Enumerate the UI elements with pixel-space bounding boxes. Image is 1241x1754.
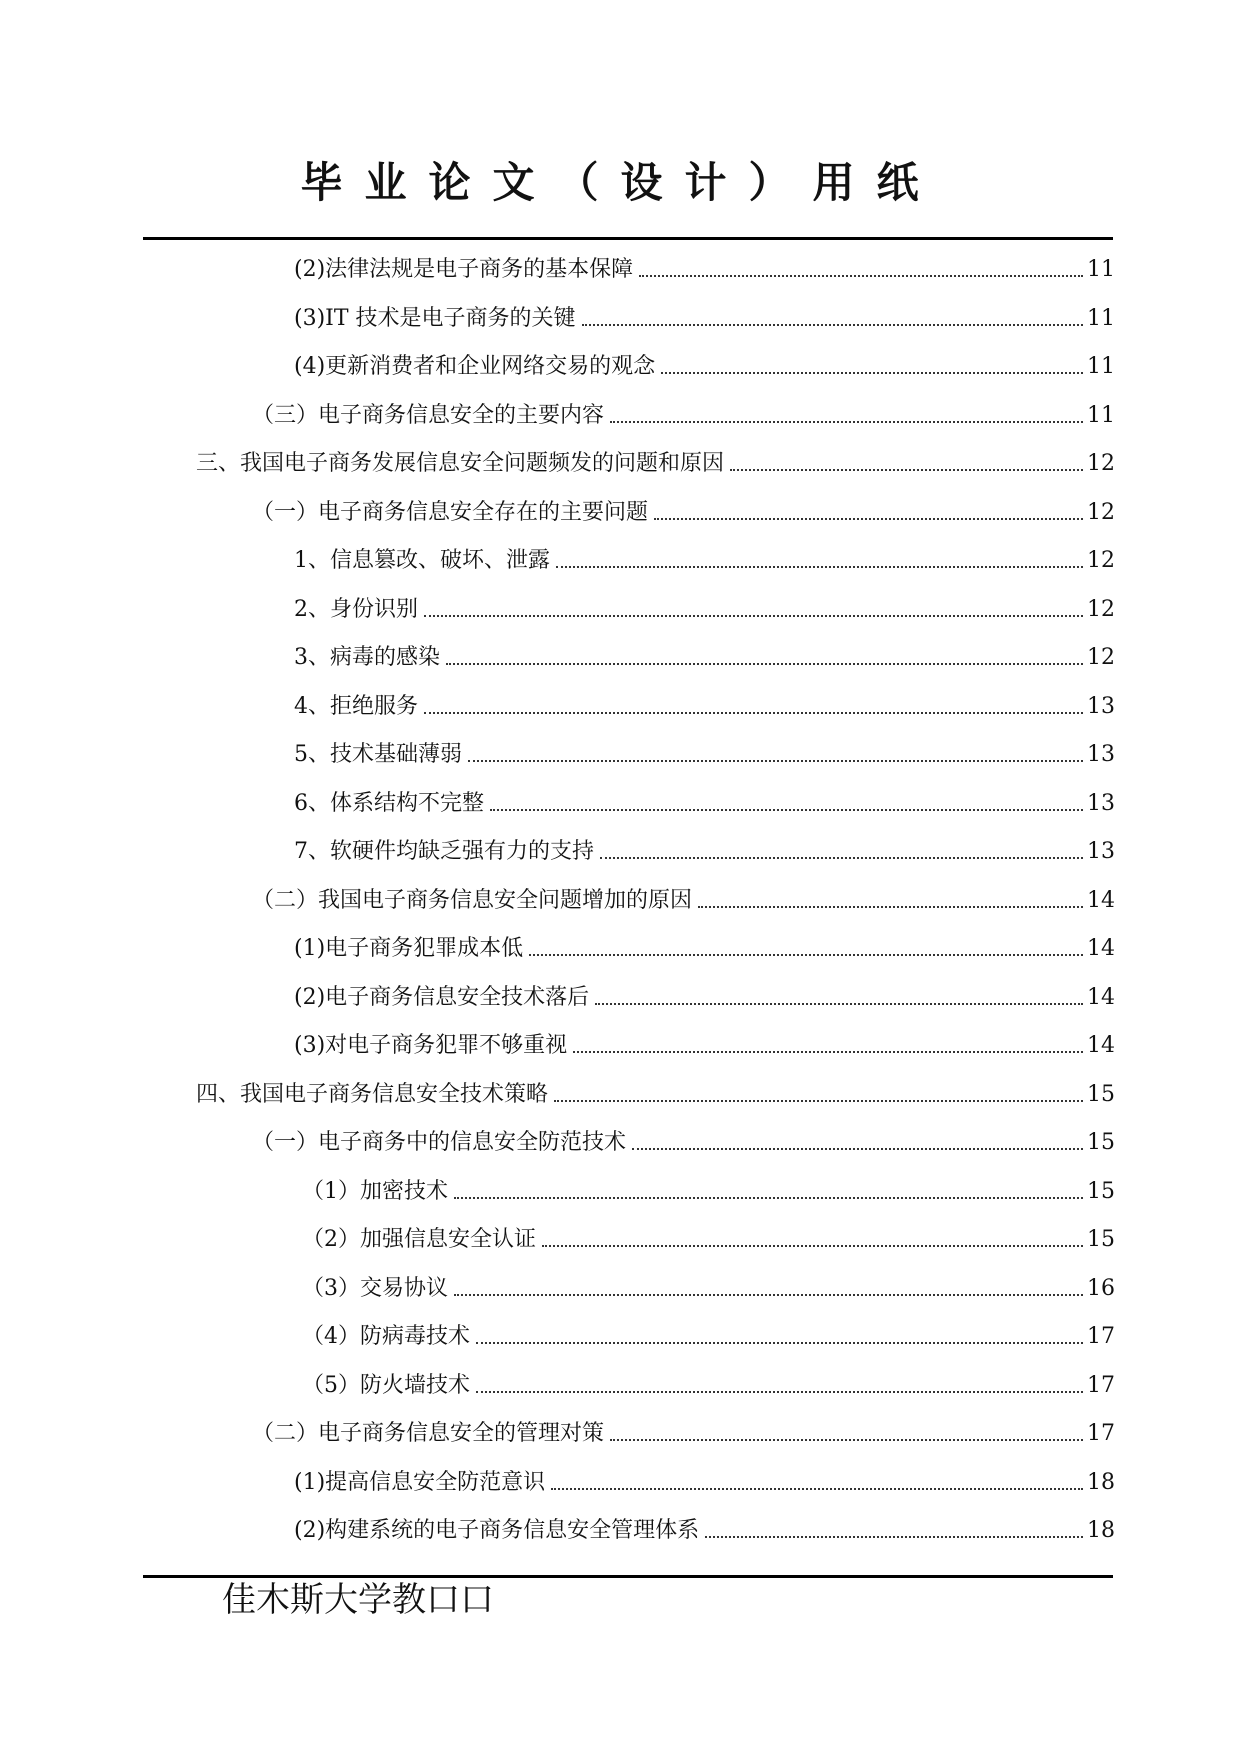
toc-entry-page: 11 xyxy=(1087,305,1115,331)
toc-entry-page: 16 xyxy=(1087,1275,1115,1301)
toc-entry[interactable] xyxy=(0,1069,1241,1109)
toc-entry-label: (3)IT 技术是电子商务的关键 xyxy=(294,305,576,331)
toc-entry-label: 3、病毒的感染 xyxy=(294,645,440,670)
toc-leader-dots xyxy=(424,614,1083,617)
toc-entry-label: (1)电子商务犯罪成本低 xyxy=(294,936,524,961)
toc-leader-dots xyxy=(468,759,1083,762)
toc-entry-label: （3）交易协议 xyxy=(302,1275,448,1301)
toc-entry[interactable] xyxy=(0,1311,1241,1351)
toc-leader-dots xyxy=(446,662,1083,665)
toc-entry-label: 2、身份识别 xyxy=(294,596,418,622)
toc-entry[interactable] xyxy=(0,1505,1241,1545)
toc-entry-page: 12 xyxy=(1087,548,1115,573)
toc-leader-dots xyxy=(632,1147,1083,1150)
toc-entry-label: 三、我国电子商务发展信息安全问题频发的问题和原因 xyxy=(196,451,725,476)
toc-entry-label: （一）电子商务中的信息安全防范技术 xyxy=(252,1130,627,1155)
toc-entry[interactable] xyxy=(0,729,1241,769)
toc-entry-label: （一）电子商务信息安全存在的主要问题 xyxy=(252,499,649,525)
toc-entry-label: （4）防病毒技术 xyxy=(302,1324,470,1349)
toc-entry-page: 15 xyxy=(1087,1081,1115,1107)
toc-entry-page: 17 xyxy=(1087,1372,1115,1398)
toc-entry-label: （1）加密技术 xyxy=(302,1178,448,1204)
toc-entry[interactable] xyxy=(0,923,1241,963)
toc-entry[interactable] xyxy=(0,1166,1241,1206)
toc-entry[interactable] xyxy=(0,632,1241,672)
toc-entry-label: 7、软硬件均缺乏强有力的支持 xyxy=(294,839,594,864)
page-title: 毕业论文（设计）用纸 xyxy=(300,158,941,207)
toc-entry-label: 4、拒绝服务 xyxy=(294,693,418,719)
toc-entry-page: 18 xyxy=(1087,1469,1115,1495)
toc-entry-label: (1)提高信息安全防范意识 xyxy=(294,1469,546,1495)
toc-leader-dots xyxy=(698,905,1083,908)
toc-entry-page: 13 xyxy=(1087,839,1115,864)
toc-entry[interactable] xyxy=(0,438,1241,478)
toc-entry-page: 11 xyxy=(1087,402,1115,428)
toc-entry-page: 15 xyxy=(1087,1130,1115,1155)
toc-leader-dots xyxy=(610,1438,1083,1441)
toc-entry-label: 四、我国电子商务信息安全技术策略 xyxy=(196,1081,549,1107)
toc-leader-dots xyxy=(610,420,1083,423)
toc-entry[interactable] xyxy=(0,535,1241,575)
toc-leader-dots xyxy=(476,1390,1083,1393)
toc-entry-label: 5、技术基础薄弱 xyxy=(294,742,462,767)
toc-entry[interactable] xyxy=(0,1020,1241,1060)
toc-entry[interactable] xyxy=(0,1457,1241,1497)
toc-entry[interactable] xyxy=(0,1263,1241,1303)
toc-leader-dots xyxy=(556,565,1083,568)
toc-leader-dots xyxy=(654,517,1083,520)
toc-entry[interactable] xyxy=(0,487,1241,527)
toc-entry-label: （二）我国电子商务信息安全问题增加的原因 xyxy=(252,887,693,913)
toc-entry-page: 12 xyxy=(1087,645,1115,670)
toc-leader-dots xyxy=(454,1196,1083,1199)
toc-leader-dots xyxy=(600,856,1083,859)
toc-entry-page: 12 xyxy=(1087,451,1115,476)
toc-entry-label: (2)构建系统的电子商务信息安全管理体系 xyxy=(294,1518,700,1543)
toc-leader-dots xyxy=(582,323,1083,326)
toc-entry-label: (2)法律法规是电子商务的基本保障 xyxy=(294,257,634,282)
toc-leader-dots xyxy=(730,468,1083,471)
toc-entry[interactable] xyxy=(0,1360,1241,1400)
toc-leader-dots xyxy=(639,274,1083,277)
toc-entry-label: （三）电子商务信息安全的主要内容 xyxy=(252,402,605,428)
toc-entry-page: 13 xyxy=(1087,790,1115,816)
toc-leader-dots xyxy=(476,1341,1083,1344)
toc-entry[interactable] xyxy=(0,244,1241,284)
toc-entry-label: （2）加强信息安全认证 xyxy=(302,1227,536,1252)
toc-entry[interactable] xyxy=(0,826,1241,866)
top-rule xyxy=(143,237,1113,240)
toc-entry-page: 11 xyxy=(1087,257,1115,282)
toc-entry-page: 17 xyxy=(1087,1324,1115,1349)
toc-entry-page: 15 xyxy=(1087,1227,1115,1252)
toc-entry[interactable] xyxy=(0,972,1241,1012)
toc-entry-page: 15 xyxy=(1087,1178,1115,1204)
toc-entry[interactable] xyxy=(0,390,1241,430)
toc-entry[interactable] xyxy=(0,875,1241,915)
toc-entry-page: 18 xyxy=(1087,1518,1115,1543)
toc-entry-page: 13 xyxy=(1087,742,1115,767)
toc-leader-dots xyxy=(573,1050,1083,1053)
toc-entry-page: 14 xyxy=(1087,1033,1115,1058)
toc-leader-dots xyxy=(661,371,1083,374)
toc-entry-label: 6、体系结构不完整 xyxy=(294,790,484,816)
toc-leader-dots xyxy=(424,711,1083,714)
toc-entry[interactable] xyxy=(0,1408,1241,1448)
toc-leader-dots xyxy=(542,1244,1083,1247)
toc-leader-dots xyxy=(529,953,1083,956)
toc-leader-dots xyxy=(551,1487,1083,1490)
toc-entry-page: 12 xyxy=(1087,596,1115,622)
toc-leader-dots xyxy=(705,1535,1083,1538)
toc-leader-dots xyxy=(490,808,1083,811)
toc-entry-label: （二）电子商务信息安全的管理对策 xyxy=(252,1421,605,1446)
toc-entry-label: （5）防火墙技术 xyxy=(302,1372,470,1398)
toc-entry-label: (2)电子商务信息安全技术落后 xyxy=(294,984,590,1010)
toc-entry[interactable] xyxy=(0,681,1241,721)
toc-leader-dots xyxy=(454,1293,1083,1296)
toc-entry[interactable] xyxy=(0,1214,1241,1254)
footer-university: 佳木斯大学教口口 xyxy=(222,1580,494,1620)
toc-entry-page: 14 xyxy=(1087,887,1115,913)
toc-entry[interactable] xyxy=(0,778,1241,818)
toc-entry-page: 14 xyxy=(1087,984,1115,1010)
toc-entry-page: 11 xyxy=(1087,354,1115,379)
toc-entry-label: (3)对电子商务犯罪不够重视 xyxy=(294,1033,568,1058)
toc-leader-dots xyxy=(554,1099,1083,1102)
toc-entry-page: 17 xyxy=(1087,1421,1115,1446)
toc-entry-page: 14 xyxy=(1087,936,1115,961)
toc-entry-page: 13 xyxy=(1087,693,1115,719)
toc-entry-page: 12 xyxy=(1087,499,1115,525)
toc-entry[interactable] xyxy=(0,584,1241,624)
toc-leader-dots xyxy=(595,1002,1083,1005)
toc-entry-label: 1、信息篡改、破坏、泄露 xyxy=(294,548,550,573)
toc-entry-label: (4)更新消费者和企业网络交易的观念 xyxy=(294,354,656,379)
toc-entry[interactable] xyxy=(0,1117,1241,1157)
toc-entry[interactable] xyxy=(0,293,1241,333)
toc-entry[interactable] xyxy=(0,341,1241,381)
